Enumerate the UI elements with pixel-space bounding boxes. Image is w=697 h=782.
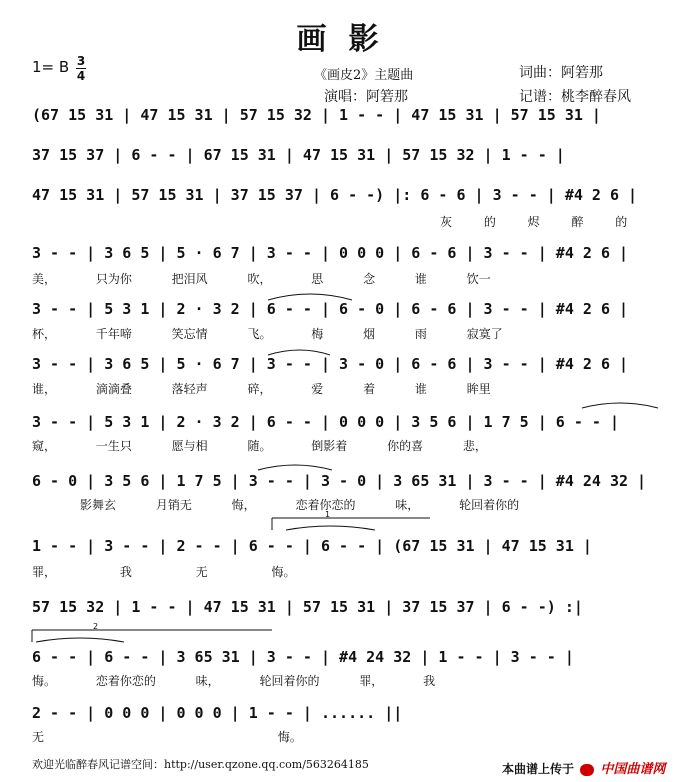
upload-label: 本曲谱上传于 <box>502 762 575 776</box>
score-row-12: 2 - - | 0 0 0 | 0 0 0 | 1 - - | ...... || <box>32 704 403 722</box>
transcriber: 记谱：桃李醉春风 <box>519 89 631 105</box>
lyrics-row-3: 灰 的 烬 醉 的 <box>440 215 628 229</box>
volta-2-bracket <box>32 630 272 642</box>
tie-arc <box>582 403 658 408</box>
score-row-8: 6 - 0 | 3 5 6 | 1 7 5 | 3 - - | 3 - 0 | 3 65 31 | 3 - - | #4 24 32 | <box>32 472 647 490</box>
key-signature: 1= B <box>32 58 70 76</box>
source-text: 《画皮2》主题曲 <box>314 68 414 83</box>
page-title: 画影 <box>296 22 401 57</box>
score-row-4: 3 - - | 3 6 5 | 5 · 6 7 | 3 - - | 0 0 0 | 6 - 6 | 3 - - | #4 2 6 | <box>32 244 629 262</box>
score-row-2: 37 15 37 | 6 - - | 67 15 31 | 47 15 31 | 57 15 32 | 1 - - | <box>32 146 565 164</box>
lyrics-row-12: 无 悔。 <box>32 730 302 744</box>
score-row-9: 1 - - | 3 - - | 2 - - | 6 - - | 6 - - | (67 15 31 | 47 15 31 | <box>32 537 592 555</box>
tie-arc <box>268 294 352 300</box>
upload-text <box>502 758 665 777</box>
score-row-10: 57 15 32 | 1 - - | 47 15 31 | 57 15 31 | 37 15 37 | 6 - -) :| <box>32 598 583 616</box>
score-row-11: 6 - - | 6 - - | 3 65 31 | 3 - - | #4 24 32 | 1 - - | 3 - - | <box>32 648 574 666</box>
footer-text: 欢迎光临醉春风记谱空间：http://user.qzone.qq.com/563264185 <box>32 758 369 771</box>
volta-1-label: 1 <box>325 510 331 519</box>
singer: 演唱：阿箬那 <box>324 89 408 105</box>
lyrics-row-5: 杯， 千年啼 笑忘情 飞。 梅 烟 雨 寂寞了 <box>32 327 503 341</box>
lyrics-row-9: 罪， 我 无 悔。 <box>32 565 296 579</box>
score-row-1: (67 15 31 | 47 15 31 | 57 15 32 | 1 - - | 47 15 31 | 57 15 31 | <box>32 106 601 124</box>
lyrics-row-11: 悔。 恋着你恋的 味， 轮回着你的 罪， 我 <box>32 674 436 688</box>
meter-bottom: 4 <box>76 69 86 83</box>
tie-arc <box>36 638 124 642</box>
lyrics-row-4: 美， 只为你 把泪风 吹， 思 念 谁 饮一 <box>32 272 491 286</box>
tie-arc <box>268 350 330 355</box>
lyrics-row-7: 窥， 一生只 愿与相 随。 倒影着 你的喜 悲， <box>32 439 487 453</box>
score-row-5: 3 - - | 5 3 1 | 2 · 3 2 | 6 - - | 6 - 0 | 6 - 6 | 3 - - | #4 2 6 | <box>32 300 629 318</box>
brand-name: 中国曲谱网 <box>600 762 666 777</box>
lyrics-row-8: 影舞玄 月销无 悔， 恋着你恋的 味， 轮回着你的 <box>80 498 520 512</box>
lyricist-composer: 词曲：阿箬那 <box>519 65 603 81</box>
score-row-7: 3 - - | 5 3 1 | 2 · 3 2 | 6 - - | 0 0 0 | 3 5 6 | 1 7 5 | 6 - - | <box>32 413 619 431</box>
tie-arc <box>258 465 332 470</box>
lyrics-row-6: 谁， 滴滴叠 落轻声 碎， 爱 着 谁 眸里 <box>32 382 491 396</box>
score-row-3: 47 15 31 | 57 15 31 | 37 15 37 | 6 - -) |: 6 - 6 | 3 - - | #4 2 6 | <box>32 186 638 204</box>
score-row-6: 3 - - | 3 6 5 | 5 · 6 7 | 3 - - | 3 - 0 | 6 - 6 | 3 - - | #4 2 6 | <box>32 355 629 373</box>
tie-arc <box>286 526 375 530</box>
volta-2-label: 2 <box>93 622 99 631</box>
meter-top: 3 <box>76 54 86 68</box>
brand-logo-icon <box>580 764 594 776</box>
